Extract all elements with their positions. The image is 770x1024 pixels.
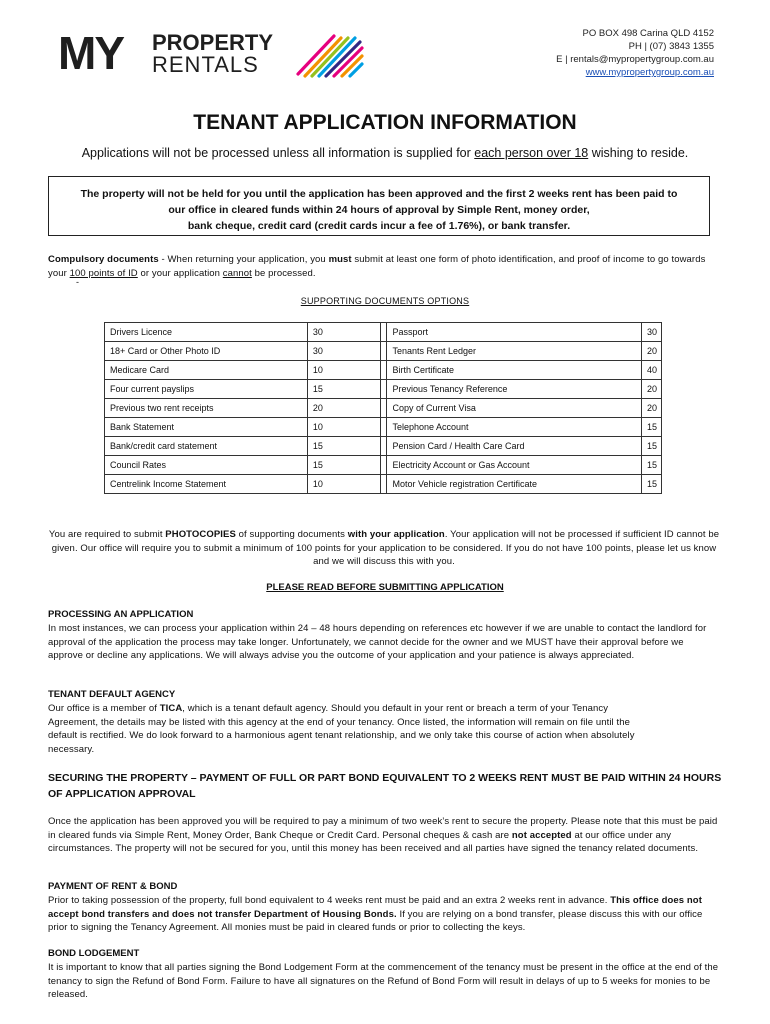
doc-points-right: 30	[642, 323, 662, 342]
default-agency-heading: TENANT DEFAULT AGENCY	[48, 689, 176, 700]
text: at our office under any circumstances. The property will not be secured for you, until this money has been received and all parties have signed the tenancy related documents.	[48, 829, 699, 854]
phone: PH | (07) 3843 1355	[628, 41, 714, 52]
table-row	[105, 323, 662, 342]
compulsory-label: Compulsory documents	[48, 254, 159, 265]
photocopies-bold: PHOTOCOPIES	[165, 529, 236, 540]
doc-name-left: Drivers Licence	[105, 323, 308, 342]
text: You are required to submit	[48, 529, 166, 540]
doc-points-left: 30	[307, 342, 381, 361]
notice-line-3: bank cheque, credit card (credit cards incur a fee of 1.76%), or bank transfer.	[187, 220, 571, 232]
processing-text: In most instances, we can process your application within 24 – 48 hours depending on references etc however if we are unable to contact the landlord for approval of the application the process may take longer. Unfortunately, we cannot decide for the owner and we MUST have their approval before we approve or decline any applications. We will always advise you the outcome of your application and your patience is always appreciated.	[48, 623, 707, 661]
company-logo	[58, 27, 358, 80]
bond-lodgement-text: It is important to know that all parties signing the Bond Lodgement Form at the commencement of the tenancy must be present in the office at the end of the tenancy to sign the Refund of Bond Form. Failure to have all signatures on the Refund of Bond Form will result in delays of up to 5 weeks for monies to be released.	[48, 962, 719, 1000]
doc-points-left: 10	[307, 418, 381, 437]
doc-points-left: 20	[307, 399, 381, 418]
doc-points-left: 15	[307, 380, 381, 399]
doc-points-right: 15	[642, 456, 662, 475]
doc-name-right: Motor Vehicle registration Certificate	[387, 475, 642, 494]
doc-name-right: Electricity Account or Gas Account	[387, 456, 642, 475]
text: submit at least one form of photo identification, and proof of income to go towards your	[48, 254, 706, 279]
text: . Your application will not be processed if sufficient ID cannot be given. Our office will require you to submit a minimum of 100 points for your application to be considered. If you do not have 100 points, please let us know and we will discuss this with you.	[51, 529, 720, 567]
doc-points-left: 30	[307, 323, 381, 342]
table-row	[105, 380, 662, 399]
table-row	[105, 456, 662, 475]
doc-points-right: 20	[642, 380, 662, 399]
text: Once the application has been approved you will be required to pay a minimum of two week’s rent to secure the property. Please note that this must be paid in cleared funds via Simple Rent, Money Order, Bank Cheque or Credit Card. Personal cheques & cash are	[48, 816, 718, 841]
contact-block	[556, 27, 714, 79]
subtitle	[0, 146, 770, 160]
default-agency-text	[48, 702, 638, 756]
payment-heading: PAYMENT OF RENT & BOND	[48, 881, 178, 892]
doc-name-right: Pension Card / Health Care Card	[387, 437, 642, 456]
bullet-dash: -	[76, 277, 79, 287]
with-application-bold: with your application	[347, 529, 445, 540]
text: - When returning your application, you	[158, 254, 329, 265]
text: Prior to taking possession of the property, full bond equivalent to 4 weeks rent must be paid and an extra 2 weeks rent in advance.	[48, 895, 611, 906]
photocopies-paragraph	[48, 528, 720, 569]
table-row	[105, 437, 662, 456]
doc-name-left: Four current payslips	[105, 380, 308, 399]
securing-heading: SECURING THE PROPERTY – PAYMENT OF FULL OR PART BOND EQUIVALENT TO 2 WEEKS RENT MUST BE PAID WITHIN 24 HOURS OF APPLICATION APPROVAL	[48, 772, 722, 800]
bond-lodgement-heading: BOND LODGEMENT	[48, 948, 140, 959]
supporting-docs-table	[104, 322, 662, 494]
subtitle-text: Applications will not be processed unless all information is supplied for	[81, 146, 475, 160]
email: E | rentals@mypropertygroup.com.au	[556, 54, 714, 65]
doc-name-left: Centrelink Income Statement	[105, 475, 308, 494]
logo-stripes-icon	[294, 30, 366, 80]
logo-my: MY	[58, 27, 123, 79]
doc-name-left: 18+ Card or Other Photo ID	[105, 342, 308, 361]
table-row	[105, 361, 662, 380]
website-link[interactable]: www.mypropertygroup.com.au	[585, 67, 714, 78]
po-box: PO BOX 498 Carina QLD 4152	[582, 28, 714, 39]
supporting-docs-title: SUPPORTING DOCUMENTS OPTIONS	[300, 296, 470, 306]
text: , which is a tenant default agency. Should you default in your rent or breach a term of your Tenancy Agreement, the details may be listed with this agency at the end of your tenancy. Once listed, the information will remain on file until the default is rectified. We do look forward to a harmonious agent tenant relationship, and we only take this course of action when absolutely necessary.	[48, 703, 635, 755]
table-row	[105, 399, 662, 418]
text: Our office is a member of	[48, 703, 160, 714]
processing-heading: PROCESSING AN APPLICATION	[48, 609, 194, 620]
subtitle-text-end: wishing to reside.	[588, 146, 689, 160]
subtitle-underlined: each person over 18	[474, 146, 589, 160]
tica-bold: TICA	[159, 703, 183, 714]
doc-name-right: Copy of Current Visa	[387, 399, 642, 418]
doc-name-left: Previous two rent receipts	[105, 399, 308, 418]
text: be processed.	[251, 267, 316, 279]
doc-points-right: 15	[642, 475, 662, 494]
table-row	[105, 418, 662, 437]
compulsory-paragraph	[48, 253, 720, 280]
notice-line-1: The property will not be held for you until the application has been approved and the first 2 weeks rent has been paid to	[80, 188, 678, 200]
table-row	[105, 342, 662, 361]
doc-name-left: Bank Statement	[105, 418, 308, 437]
doc-points-right: 20	[642, 399, 662, 418]
table-row	[105, 475, 662, 494]
doc-name-left: Council Rates	[105, 456, 308, 475]
doc-name-right: Telephone Account	[387, 418, 642, 437]
doc-points-left: 15	[307, 456, 381, 475]
text: If you are relying on a bond transfer, please discuss this with our office prior to signing the Tenancy Agreement. All monies must be paid in cleared funds or prior to collecting the keys.	[48, 908, 703, 933]
points-underlined: 100 points of ID	[69, 267, 138, 279]
doc-points-right: 15	[642, 437, 662, 456]
read-before-heading: PLEASE READ BEFORE SUBMITTING APPLICATION	[266, 582, 504, 593]
payment-text	[48, 894, 720, 935]
doc-points-left: 15	[307, 437, 381, 456]
doc-name-right: Previous Tenancy Reference	[387, 380, 642, 399]
notice-line-2: our office in cleared funds within 24 hours of approval by Simple Rent, money order,	[168, 204, 590, 216]
not-accepted-bold: not accepted	[511, 829, 572, 841]
logo-line2: RENTALS	[152, 52, 259, 77]
logo-line1: PROPERTY	[152, 30, 274, 55]
text: or your application	[137, 267, 223, 279]
doc-name-left: Bank/credit card statement	[105, 437, 308, 456]
text: of supporting documents	[235, 529, 348, 540]
doc-points-right: 15	[642, 418, 662, 437]
doc-points-left: 10	[307, 475, 381, 494]
notice-box	[48, 176, 710, 236]
doc-name-right: Tenants Rent Ledger	[387, 342, 642, 361]
doc-name-right: Passport	[387, 323, 642, 342]
doc-points-right: 20	[642, 342, 662, 361]
page-title: TENANT APPLICATION INFORMATION	[193, 111, 577, 134]
must-bold: must	[328, 254, 352, 265]
doc-points-right: 40	[642, 361, 662, 380]
doc-name-right: Birth Certificate	[387, 361, 642, 380]
bond-transfer-bold: This office does not accept bond transfers and does not transfer Department of Housing Bonds.	[48, 895, 702, 920]
doc-name-left: Medicare Card	[105, 361, 308, 380]
cannot-underlined: cannot	[222, 267, 252, 279]
securing-text	[48, 815, 720, 856]
doc-points-left: 10	[307, 361, 381, 380]
